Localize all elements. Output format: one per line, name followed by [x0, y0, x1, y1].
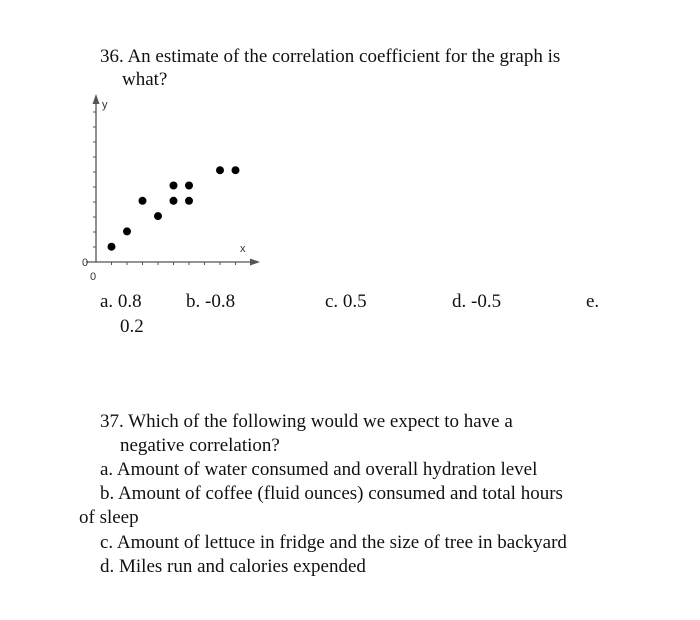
q37-option-b-cont: of sleep — [79, 507, 139, 528]
q37-option-d: d. Miles run and calories expended — [100, 556, 366, 577]
scatter-point — [170, 197, 178, 205]
y-axis-label: y — [102, 99, 108, 111]
scatter-chart — [74, 92, 274, 292]
q36-option-b: b. -0.8 — [186, 291, 236, 312]
scatter-point — [185, 197, 193, 205]
q37-option-a: a. Amount of water consumed and overall hydration level — [100, 459, 538, 480]
question-37-line2: negative correlation? — [120, 435, 280, 456]
scatter-point — [123, 227, 131, 235]
q36-option-c: c. 0.5 — [325, 291, 367, 312]
origin-y-label: 0 — [82, 257, 89, 269]
q37-option-b: b. Amount of coffee (fluid ounces) consumed and total hours — [100, 483, 563, 504]
q36-option-a: a. 0.8 — [100, 291, 142, 312]
x-axis-arrow — [250, 259, 260, 266]
q36-option-e: e. — [586, 291, 600, 312]
scatter-point — [216, 166, 224, 174]
scatter-point — [185, 182, 193, 190]
scatter-point — [108, 243, 116, 251]
question-36-line1: 36. An estimate of the correlation coefficient for the graph is — [100, 46, 561, 67]
question-37-line1: 37. Which of the following would we expect to have a — [100, 411, 513, 432]
scatter-point — [232, 166, 240, 174]
q37-option-c: c. Amount of lettuce in fridge and the size of tree in backyard — [100, 532, 567, 553]
scatter-point — [170, 182, 178, 190]
q36-option-e-value: 0.2 — [120, 316, 144, 337]
scatter-point — [154, 212, 162, 220]
scatter-point — [139, 197, 147, 205]
question-36-line2: what? — [122, 69, 168, 90]
data-points — [108, 166, 240, 251]
y-axis-arrow — [93, 94, 100, 104]
origin-x-label: 0 — [90, 271, 97, 283]
q36-option-d: d. -0.5 — [452, 291, 502, 312]
x-axis-label: x — [240, 243, 246, 255]
